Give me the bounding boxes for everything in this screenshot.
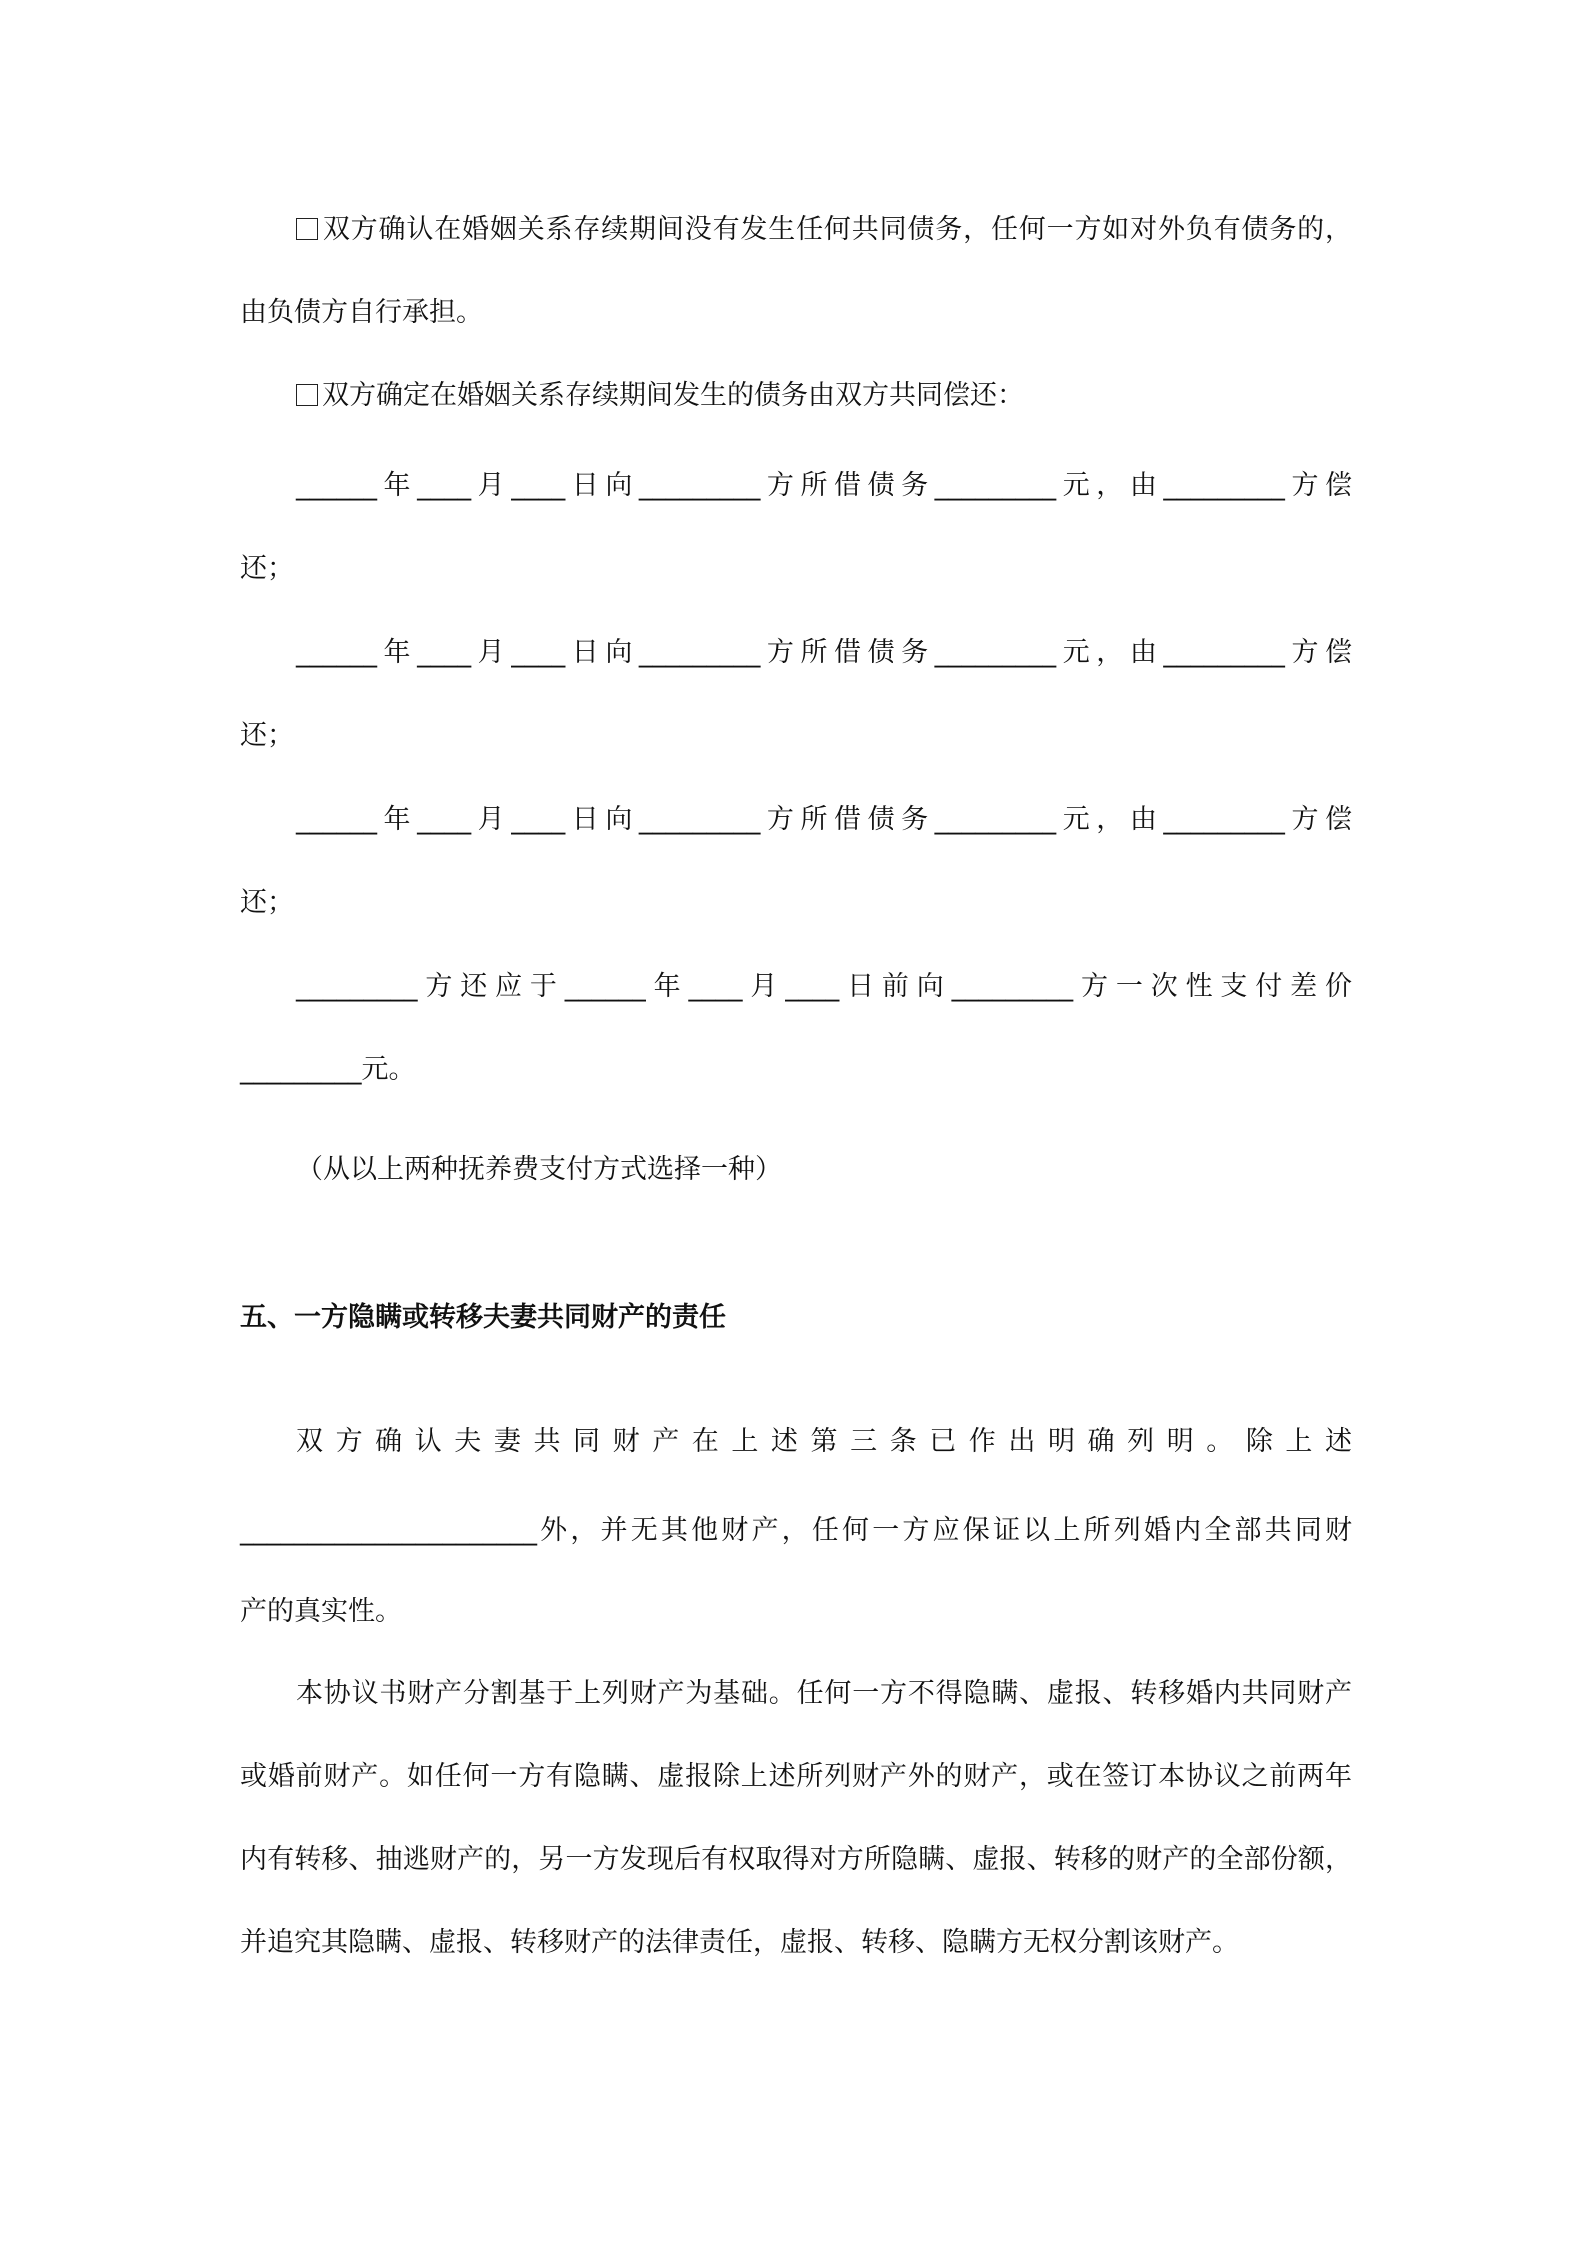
difference-payment-line-2: _________元。 [240,1054,416,1085]
debt-entry-3: ______年____月____日向_________方所借债务_________元，由_________方偿 [296,804,1352,835]
checkbox-no-debt[interactable] [296,218,318,240]
difference-payment: _________方还应于______年____月____日前向_________方一次性支付差价 [296,971,1352,1002]
section-5-para-2: 本协议书财产分割基于上列财产为基础。任何一方不得隐瞒、虚报、转移婚内共同财产 [296,1678,1352,1709]
debt-option-1 [296,210,1352,250]
debt-entry-2: ______年____月____日向_________方所借债务_________元，由_________方偿 [296,637,1352,668]
section-5-para-1-line-2: ______________________外，并无其他财产，任何一方应保证以上所列婚内全部共同财 [240,1515,1352,1546]
section-5-para-2-line-4: 并追究其隐瞒、虚报、转移财产的法律责任，虚报、转移、隐瞒方无权分割该财产。 [240,1927,1239,1958]
debt-entry-1-line-2: 还； [240,553,294,584]
section-5-para-1-line-3: 产的真实性。 [240,1596,402,1627]
debt-entry-2-line-2: 还； [240,720,294,751]
debt-entry-3-line-2: 还； [240,887,294,918]
section-5-heading: 五、一方隐瞒或转移夫妻共同财产的责任 [240,1302,726,1333]
selection-note: （从以上两种抚养费支付方式选择一种） [296,1154,782,1185]
section-5-para-1: 双方确认夫妻共同财产在上述第三条已作出明确列明。除上述 [296,1426,1352,1457]
checkbox-shared-debt[interactable] [296,384,318,406]
debt-option-1-text: 双方确认在婚姻关系存续期间没有发生任何共同债务，任何一方如对外负有债务的， [322,214,1352,245]
section-5-para-2-line-2: 或婚前财产。如任何一方有隐瞒、虚报除上述所列财产外的财产，或在签订本协议之前两年 [240,1761,1352,1792]
debt-option-1-line-2: 由负债方自行承担。 [240,297,483,328]
debt-option-2 [296,376,1352,416]
debt-entry-1: ______年____月____日向_________方所借债务_________元，由_________方偿 [296,470,1352,501]
section-5-para-2-line-3: 内有转移、抽逃财产的，另一方发现后有权取得对方所隐瞒、虚报、转移的财产的全部份额， [240,1844,1352,1875]
debt-option-2-text: 双方确定在婚姻关系存续期间发生的债务由双方共同偿还： [322,380,1024,411]
